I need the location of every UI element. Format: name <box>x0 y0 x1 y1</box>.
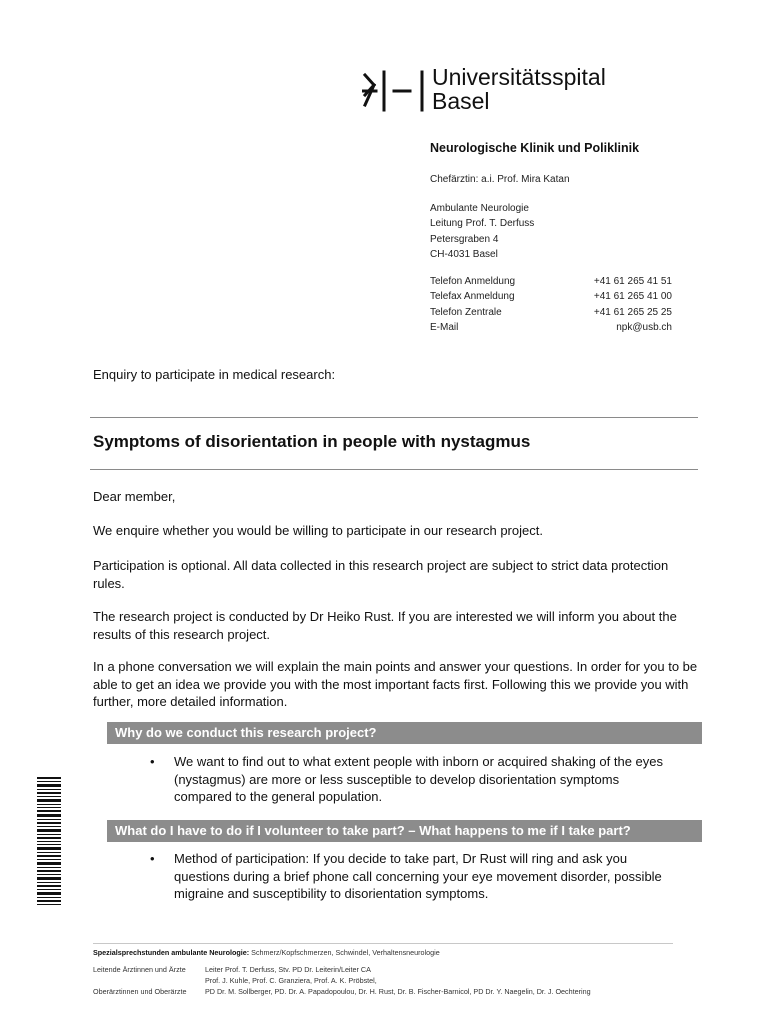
contact-row <box>430 289 672 304</box>
footer-specialties-text: Schmerz/Kopfschmerzen, Schwindel, Verhaltensneurologie <box>249 948 440 957</box>
enquiry-line: Enquiry to participate in medical research: <box>93 367 336 382</box>
contact-label: Telefax Anmeldung <box>430 291 515 303</box>
contact-list <box>430 274 672 335</box>
contact-row <box>430 320 672 335</box>
bullet-icon: • <box>150 851 155 866</box>
section-heading: What do I have to do if I volunteer to take part? – What happens to me if I take part? <box>107 820 702 842</box>
document-title: Symptoms of disorientation in people with nystagmus <box>93 432 531 451</box>
contact-row <box>430 274 672 289</box>
section-heading: Why do we conduct this research project? <box>107 722 702 744</box>
footer-text: Leiter Prof. T. Derfuss, Stv. PD Dr. Leiterin/Leiter CA <box>205 965 371 974</box>
salutation: Dear member, <box>93 489 176 504</box>
paragraph: Participation is optional. All data collected in this research project are subject to strict data protection rules. <box>93 558 669 591</box>
department-line: Leitung Prof. T. Derfuss <box>430 218 535 230</box>
department-line: CH-4031 Basel <box>430 248 498 260</box>
department-address <box>430 201 534 262</box>
contact-value: +41 61 265 25 25 <box>593 306 672 318</box>
contact-label: Telefon Anmeldung <box>430 276 516 287</box>
usb-logo <box>362 66 652 116</box>
bullet-icon: • <box>150 754 155 769</box>
contact-label: E-Mail <box>430 321 459 333</box>
contact-row <box>430 305 672 320</box>
logo-name-line2: Basel <box>432 88 490 114</box>
contact-value: +41 61 265 41 00 <box>593 291 672 303</box>
contact-value: +41 61 265 41 51 <box>593 276 672 287</box>
footer-specialties-label: Spezialsprechstunden ambulante Neurologie: <box>93 948 250 957</box>
clinic-name: Neurologische Klinik und Poliklinik <box>430 141 640 155</box>
footer-text: Prof. J. Kuhle, Prof. C. Granziera, Prof. A. K. Pröbstel, <box>205 976 377 985</box>
department-line: Petersgraben 4 <box>430 233 499 245</box>
usb-logo-mark-icon <box>362 70 424 112</box>
contact-label: Telefon Zentrale <box>430 306 502 318</box>
bullet-text: Method of participation: If you decide to take part, Dr Rust will ring and ask you questions during a brief phone call concerning your eye movement disorder, possible migraine and susceptibility to disorientation symptoms. <box>174 851 662 902</box>
department-line: Ambulante Neurologie <box>430 203 529 214</box>
logo-name-line1: Universitätsspital <box>432 64 606 90</box>
divider <box>90 469 698 470</box>
paragraph: The research project is conducted by Dr Heiko Rust. If you are interested we will inform you about the results of this research project. <box>93 609 677 642</box>
divider <box>90 417 698 418</box>
barcode-icon <box>37 777 61 905</box>
contact-email[interactable]: npk@usb.ch <box>616 321 672 333</box>
footer-specialties <box>93 947 440 958</box>
bullet-text: We want to find out to what extent people with inborn or acquired shaking of the eyes (nystagmus) are more or less susceptible to develop disorientation symptoms compared to the general population. <box>174 754 664 805</box>
paragraph: In a phone conversation we will explain the main points and answer your questions. In order for you to be able to get an idea we provide you with the most important facts first. Following this we provide you with further, more detailed information. <box>93 659 698 710</box>
footer-label: Leitende Ärztinnen und Ärzte <box>93 965 186 974</box>
footer-divider <box>93 943 673 944</box>
footer-label: Oberärztinnen und Oberärzte <box>93 987 187 996</box>
chief-physician: Chefärztin: a.i. Prof. Mira Katan <box>430 174 570 185</box>
paragraph: We enquire whether you would be willing to participate in our research project. <box>93 523 543 538</box>
footer-text: PD Dr. M. Sollberger, PD. Dr. A. Papadopoulou, Dr. H. Rust, Dr. B. Fischer-Barnicol, PD Dr. Y. Naegelin, Dr. J. Oechtering <box>205 987 591 996</box>
